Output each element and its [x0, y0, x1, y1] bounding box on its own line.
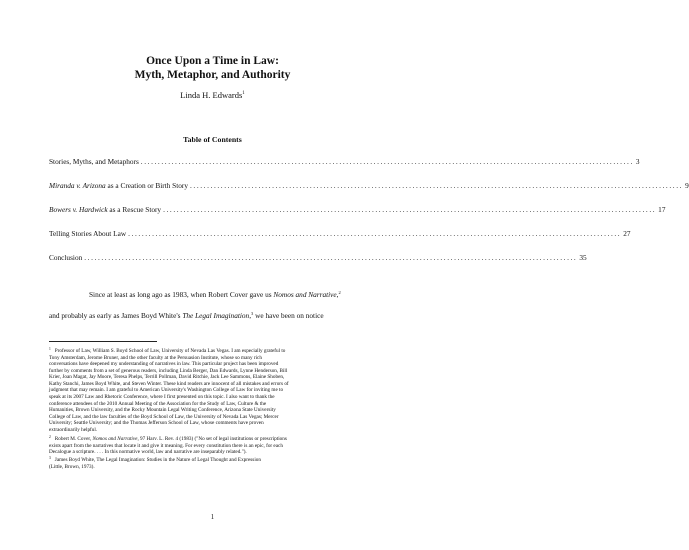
title-line-1: Once Upon a Time in Law:: [146, 55, 279, 67]
toc-entry-label: Stories, Myths, and Metaphors: [49, 157, 139, 166]
toc-entry-page: 35: [579, 253, 587, 262]
toc-entry-page: 3: [635, 157, 640, 166]
footnote-1: $^1$ Professor of Law, William S. Boyd School of Law, University of Nevada Las Vegas. I am especially grateful to Tony Amsterdam, Jerome Bruner, and the other faculty at the Persuasion Institute, whose so many rich conversations have deepened my understanding of narratives in law. This particular project has been improved further by comments from a set of generous readers, including Linda Berger, Dan Edwards, Lynne Henderson, Bill Krier, Joan Magat, Jay Moore, Teresa Phelps, Terrill Pollman, David Ritchie, Jack Lee Sammons, Elaine Shoben, Kathy Stanchi, James Boyd White, and Steven Winter. These kind readers are innocent of all mistakes and errors of judgment that may remain. I am grateful to American University's Washington College of Law for inviting me to speak at its 2007 Law and Rhetoric Conference, where I first presented on this topic. I also want to thank the conference attendees of the 2010 Annual Meeting of the Association for the Study of Law, Culture & the Humanities, Brown University, and the Rocky Mountain Legal Writing Conference, Arizona State University College of Law, and the law faculties of the Boyd School of Law, the University of Nevada Las Vegas; Mercer University; Seattle University; and the Thomas Jefferson School of Law, whose comments have proven extraordinarily helpful.: [49, 347, 289, 433]
body-text-line-1: Since at least as long ago as 1983, when Robert Cover gave us Nomos and Narrative,$^2$: [89, 290, 341, 299]
toc-entry: [49, 229, 631, 239]
footnote-2: $^2$ Robert M. Cover, Nomos and Narrative, 97 Harv. L. Rev. 4 (1983) ("No set of legal institutions or prescriptions exists apart from the narratives that locate it and give it meaning. For every constitution there is an epic, for each Decalogue a scripture. . . . In this normative world, law and narrative are inseparably related.").: [49, 435, 287, 456]
toc-entry-page: 17: [658, 205, 666, 214]
toc-entry: [49, 181, 689, 191]
author-footnote-marker: 1: [242, 91, 245, 96]
toc-entry: [49, 157, 640, 167]
toc-leader-dots: ................................................................................................................................................: [84, 253, 578, 262]
toc-entry-page: 9: [685, 181, 689, 190]
toc-leader-dots: ................................................................................................................................................: [163, 205, 657, 214]
toc-heading: Table of Contents: [183, 135, 242, 144]
page-number: 1: [210, 514, 215, 521]
toc-leader-dots: ................................................................................................................................................: [189, 181, 684, 190]
toc-entry-label: Bowers v. Hardwick as a Rescue Story: [49, 205, 162, 214]
toc-entry: [49, 205, 666, 215]
toc-entry-label: Telling Stories About Law: [49, 229, 127, 238]
footnote-3: $^3$ James Boyd White, The Legal Imagination: Studies in the Nature of Legal Thought and Expression (Little, Brown, 1973).: [49, 456, 261, 470]
toc-leader-dots: ................................................................................................................................................: [128, 229, 622, 238]
author-line: [0, 90, 425, 100]
toc-entry-label: Miranda v. Arizona as a Creation or Birth Story: [49, 181, 188, 190]
footnote-separator: [49, 341, 157, 342]
title-line-2: Myth, Metaphor, and Authority: [134, 69, 291, 81]
toc-entry-page: 27: [623, 229, 631, 238]
footnote-marker: 3: [251, 311, 254, 316]
footnote-marker: 2: [338, 290, 341, 295]
body-text-line-2: and probably as early as James Boyd White's The Legal Imagination,$^3$ we have been on notice: [49, 311, 324, 320]
toc-leader-dots: ................................................................................................................................................: [140, 157, 634, 166]
toc-entry-label: Conclusion: [49, 253, 83, 262]
toc-entry: [49, 253, 587, 263]
author-name: Linda H. Edwards: [180, 90, 243, 100]
